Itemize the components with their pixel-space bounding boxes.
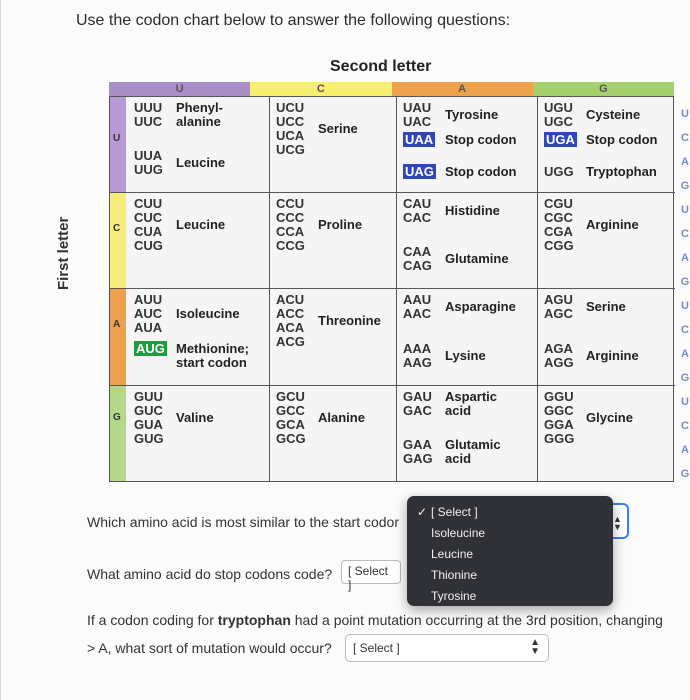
third-letter: U: [681, 204, 689, 216]
third-letter: G: [680, 276, 690, 288]
question-2: [87, 566, 332, 582]
codon-list: CGU CGC CGA CGG: [544, 196, 574, 253]
codon-list: AUU AUC AUA: [134, 292, 163, 335]
amino-acid-label: Histidine: [445, 203, 500, 218]
codon-cell: [270, 289, 397, 385]
first-letter-label: First letter: [55, 216, 72, 290]
question-3-line2: > A, what sort of mutation would occur?: [87, 640, 332, 656]
codon-row-a: [110, 289, 675, 386]
codon-list: UAA: [405, 132, 434, 147]
first-letter: C: [113, 223, 121, 234]
third-letter: G: [680, 468, 690, 480]
dropdown-option-select[interactable]: ✓ [ Select ]: [407, 502, 613, 523]
amino-acid-label: Glutamine: [445, 251, 509, 266]
codon-list: GAU GAC: [403, 389, 432, 418]
codon-cell: [397, 97, 538, 192]
codon-list: GCU GCC GCA GCG: [276, 389, 306, 446]
amino-acid-label: Glutamic acid: [445, 436, 501, 466]
first-letter: A: [113, 319, 121, 330]
amino-acid-label: Serine: [586, 299, 626, 314]
amino-acid-label: Aspartic acid: [445, 389, 498, 418]
codon-cell: [270, 97, 397, 192]
dropdown-option-tyrosine[interactable]: Tyrosine: [431, 589, 477, 603]
amino-acid-label: Leucine: [176, 155, 226, 170]
amino-acid-label: Serine: [318, 121, 358, 136]
third-letter: A: [681, 444, 689, 456]
third-letter: C: [681, 324, 689, 336]
intro-text: Use the codon chart below to answer the following questions:: [76, 12, 511, 29]
codon-list: GUU GUC GUA GUG: [134, 389, 164, 446]
amino-acid-label: Stop codon: [445, 132, 517, 147]
third-letter: A: [681, 348, 689, 360]
codon-chart: [55, 50, 690, 490]
codon-cell: [538, 386, 675, 481]
third-letter: G: [680, 180, 690, 192]
second-letter-header: [109, 82, 674, 96]
amino-acid-label: Lysine: [445, 347, 486, 363]
amino-acid-label: Stop codon: [586, 132, 658, 147]
amino-acid-label: Cysteine: [586, 107, 641, 122]
codon-cell: [110, 386, 270, 481]
amino-acid-label: Valine: [176, 410, 214, 425]
amino-acid-label: Isoleucine: [176, 306, 240, 321]
codon-list: UAG: [405, 164, 434, 179]
codon-list: UUU UUC: [134, 100, 163, 129]
codon-list: AUG: [136, 340, 165, 356]
codon-list: UAU UAC: [403, 100, 432, 129]
codon-cell: [110, 193, 270, 288]
codon-cell: [538, 193, 675, 288]
codon-cell: [110, 97, 270, 192]
second-letter-a: A: [392, 82, 533, 96]
second-letter-u: U: [109, 82, 250, 96]
codon-grid: [109, 96, 674, 482]
codon-list: AAA AAG: [403, 340, 432, 370]
codon-list: CAA CAG: [403, 244, 432, 273]
codon-list: UGA: [546, 132, 575, 147]
codon-cell: [538, 289, 675, 385]
codon-list: UCU UCC UCA UCG: [276, 100, 305, 157]
codon-cell: [270, 386, 397, 481]
amino-acid-label: Arginine: [586, 217, 639, 232]
codon-cell: [397, 193, 538, 288]
question-3: [87, 612, 663, 628]
chart-title: Second letter: [330, 58, 432, 75]
amino-acid-label: Leucine: [176, 217, 226, 232]
third-letter: C: [681, 420, 689, 432]
amino-acid-label: Arginine: [586, 347, 639, 363]
answer-dropdown-menu: [407, 496, 613, 606]
question-3-bold: tryptophan: [217, 612, 291, 628]
codon-list: AGA AGG: [544, 340, 574, 370]
codon-cell: [270, 193, 397, 288]
codon-list: GAA GAG: [403, 436, 433, 466]
amino-acid-label: Tyrosine: [445, 107, 499, 122]
codon-list: UGU UGC: [544, 100, 573, 129]
dropdown-option-isoleucine[interactable]: Isoleucine: [431, 526, 486, 540]
mutation-type-select[interactable]: [345, 634, 549, 662]
codon-cell: [397, 289, 538, 385]
codon-row-u: [110, 97, 675, 193]
codon-cell: [110, 289, 270, 385]
first-letter: U: [113, 133, 121, 144]
codon-cell: [538, 97, 675, 192]
amino-acid-label: Methionine; start codon: [176, 340, 249, 370]
third-letter-column: [677, 108, 690, 492]
amino-acid-label: Tryptophan: [586, 164, 657, 179]
codon-list: CUU CUC CUA CUG: [134, 196, 163, 253]
codon-list: AAU AAC: [403, 292, 432, 321]
dropdown-option-thionine[interactable]: Thionine: [431, 568, 478, 582]
codon-list: CAU CAC: [403, 196, 432, 225]
chevron-updown-icon: ▲ ▼: [613, 514, 622, 532]
third-letter: A: [681, 156, 689, 168]
codon-row-g: [110, 386, 675, 481]
dropdown-option-leucine[interactable]: Leucine: [431, 547, 474, 561]
mutation-select-value: [ Select ]: [353, 641, 400, 655]
question-3-prefix: If a codon coding for: [87, 612, 218, 628]
third-letter: U: [681, 396, 689, 408]
checkmark-icon: ✓: [417, 505, 428, 519]
question-1: Which amino acid is most similar to the start codor: [87, 514, 399, 530]
codon-list: ACU ACC ACA ACG: [276, 292, 305, 349]
third-letter: C: [681, 228, 689, 240]
codon-list: AGU AGC: [544, 292, 573, 321]
question-2-text: What amino acid do stop codons code?: [87, 566, 333, 582]
third-letter: U: [681, 108, 689, 120]
codon-list: GGU GGC GGA GGG: [544, 389, 575, 446]
codon-list: CCU CCC CCA CCG: [276, 196, 305, 253]
chevron-updown-icon: ▲ ▼: [530, 637, 540, 657]
second-letter-c: C: [250, 82, 391, 96]
amino-acid-label: Alanine: [318, 410, 365, 425]
stop-codon-select[interactable]: [ Select ]: [341, 560, 401, 584]
third-letter: G: [680, 372, 690, 384]
amino-acid-label: Stop codon: [445, 164, 517, 179]
amino-acid-label: Phenyl- alanine: [176, 100, 223, 129]
third-letter: A: [681, 252, 689, 264]
amino-acid-label: Proline: [318, 217, 363, 232]
first-letter: G: [113, 412, 121, 423]
amino-acid-label: Asparagine: [445, 299, 516, 314]
third-letter: C: [681, 132, 689, 144]
amino-acid-label: Threonine: [318, 313, 381, 328]
codon-row-c: [110, 193, 675, 289]
question-3-suffix: had a point mutation occurring at the 3rd position, changing: [290, 612, 663, 628]
codon-list: UUA UUG: [134, 148, 163, 177]
amino-acid-label: Glycine: [586, 410, 633, 425]
codon-cell: [397, 386, 538, 481]
second-letter-g: G: [533, 82, 674, 96]
third-letter: U: [681, 300, 689, 312]
codon-list: UGG: [544, 164, 574, 179]
